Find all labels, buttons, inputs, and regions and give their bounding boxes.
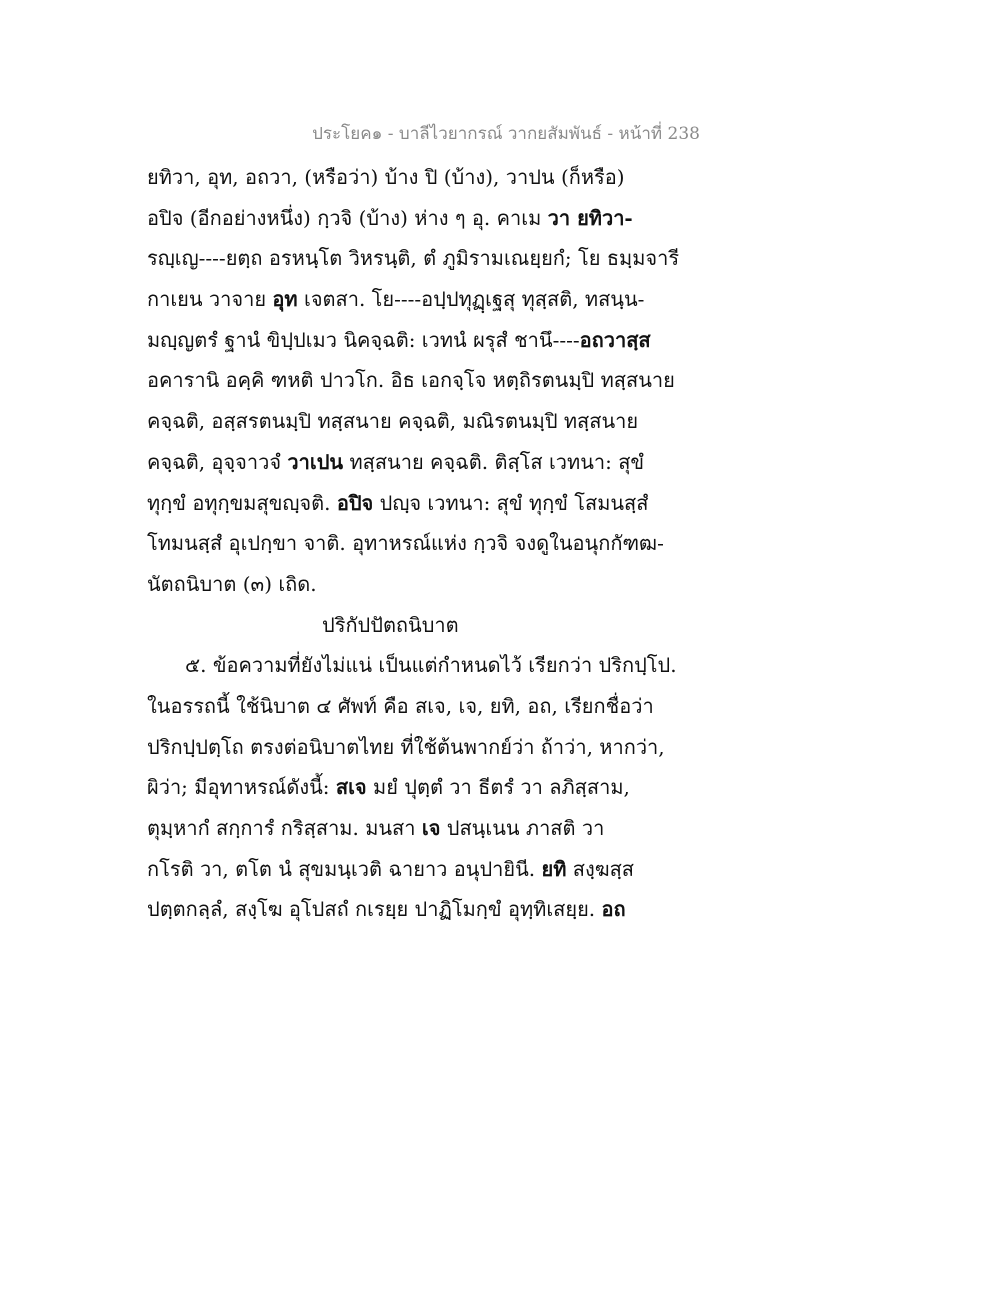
text-run: กโรติ วา, ตโต นํ สุขมนฺเวติ ฉายาว อนุปายินี. [147, 856, 542, 881]
bold-term: สเจ [335, 775, 367, 800]
text-run: คจฺฉติ, อุจฺจาวจํ [147, 449, 288, 474]
text-line [147, 889, 687, 930]
text-line [147, 320, 687, 361]
paragraph-conjunction-examples [147, 157, 687, 605]
text-line [147, 238, 687, 279]
bold-term: วาเปน [287, 449, 344, 474]
text-run: อปิจ (อีกอย่างหนึ่ง) กฺวจิ (บ้าง) ห่าง ๆ อุ. คาเม [147, 205, 548, 230]
bold-term: เจ [421, 816, 441, 840]
bold-term: อถวาสฺส [579, 327, 651, 352]
text-line [147, 564, 687, 605]
text-line [147, 727, 687, 768]
text-line [147, 360, 687, 401]
text-run: ปญฺจ เวทนา: สุขํ ทุกฺขํ โสมนสฺสํ [373, 490, 649, 515]
text-run: มยํ ปุตฺตํ วา ธีตรํ วา ลภิสฺสาม, [366, 775, 630, 800]
section-heading: ปริกัปปัตถนิบาต [322, 612, 459, 637]
text-run: ปสนฺเนน ภาสติ วา [440, 816, 605, 840]
text-run: โทมนสฺสํ อุเปกฺขา จาติ. อุทาหรณ์แห่ง กฺวจิ จงดูในอนุกกัฑฒ- [147, 531, 664, 556]
bold-term: อุท [272, 287, 298, 312]
text-line [147, 401, 687, 442]
text-run: อคารานิ อคฺคิ ฑหติ ปาวโก. อิธ เอกจฺโจ หตฺถิรตนมฺปิ ทสฺสนาย [147, 368, 675, 393]
text-run: รญฺเญ----ยตฺถ อรหนฺโต วิหรนฺติ, ตํ ภูมิรามเณยฺยกํ; โย ธมฺมจารี [147, 246, 680, 271]
text-line [147, 157, 687, 198]
text-run: ทสฺสนาย คจฺฉติ. ติสฺโส เวทนา: สุขํ [343, 449, 645, 474]
text-line [147, 279, 687, 320]
text-run: ปตฺตกลฺลํ, สงฺโฆ อุโปสถํ กเรยฺย ปาฏิโมกฺขํ อุทฺทิเสยฺย. [147, 897, 602, 922]
text-run: ทุกฺขํ อทุกฺขมสุขญฺจติ. [147, 490, 337, 515]
text-run: ในอรรถนี้ ใช้นิบาต ๔ ศัพท์ คือ สเจ, เจ, ยทิ, อถ, เรียกชื่อว่า [147, 693, 654, 718]
text-run: มญฺญตรํ ฐานํ ขิปฺปเมว นิคจฺฉติ: เวทนํ ผรุสํ ชานึ---- [147, 327, 580, 352]
running-header: ประโยค๑ - บาลีไวยากรณ์ วากยสัมพันธ์ - หน้าที่ 238 [312, 124, 700, 144]
text-line [147, 523, 687, 564]
paragraph-parikappattha [147, 645, 687, 930]
text-line [147, 849, 687, 890]
text-line [147, 645, 687, 686]
text-run: สงฺฆสฺส [566, 856, 634, 881]
text-run: คจฺฉติ, อสฺสรตนมฺปิ ทสฺสนาย คจฺฉติ, มณิรตนมฺปิ ทสฺสนาย [147, 409, 639, 434]
text-line [147, 198, 687, 239]
body-text [147, 157, 687, 930]
text-line [147, 767, 687, 808]
text-run: ตุมฺหากํ สกฺการํ กริสฺสาม. มนสา [147, 816, 422, 840]
bold-term: วา ยทิวา- [547, 205, 633, 230]
text-line [147, 686, 687, 727]
text-run: ยทิวา, อุท, อถวา, (หรือว่า) บ้าง ปิ (บ้าง), วาปน (ก็หรือ) [147, 165, 625, 189]
text-run: นัตถนิบาต (๓) เถิด. [147, 571, 317, 596]
text-line [147, 808, 687, 849]
text-line [147, 483, 687, 524]
bold-term: ยทิ [541, 856, 567, 881]
text-line [147, 442, 687, 483]
text-run: กาเยน วาจาย [147, 287, 273, 312]
bold-term: อปิจ [336, 490, 374, 515]
text-run: ผิว่า; มีอุทาหรณ์ดังนี้: [147, 775, 336, 800]
text-run: เจตสา. โย----อปฺปทุฏฺเฐสุ ทุสฺสติ, ทสนฺน- [297, 287, 645, 312]
text-run: ๕. ข้อความที่ยังไม่แน่ เป็นแต่กำหนดไว้ เรียกว่า ปริกปฺโป. [185, 653, 677, 678]
bold-term: อถ [601, 897, 626, 922]
text-run: ปริกปฺปตฺโถ ตรงต่อนิบาตไทย ที่ใช้ต้นพากย์ว่า ถ้าว่า, หากว่า, [147, 734, 665, 759]
